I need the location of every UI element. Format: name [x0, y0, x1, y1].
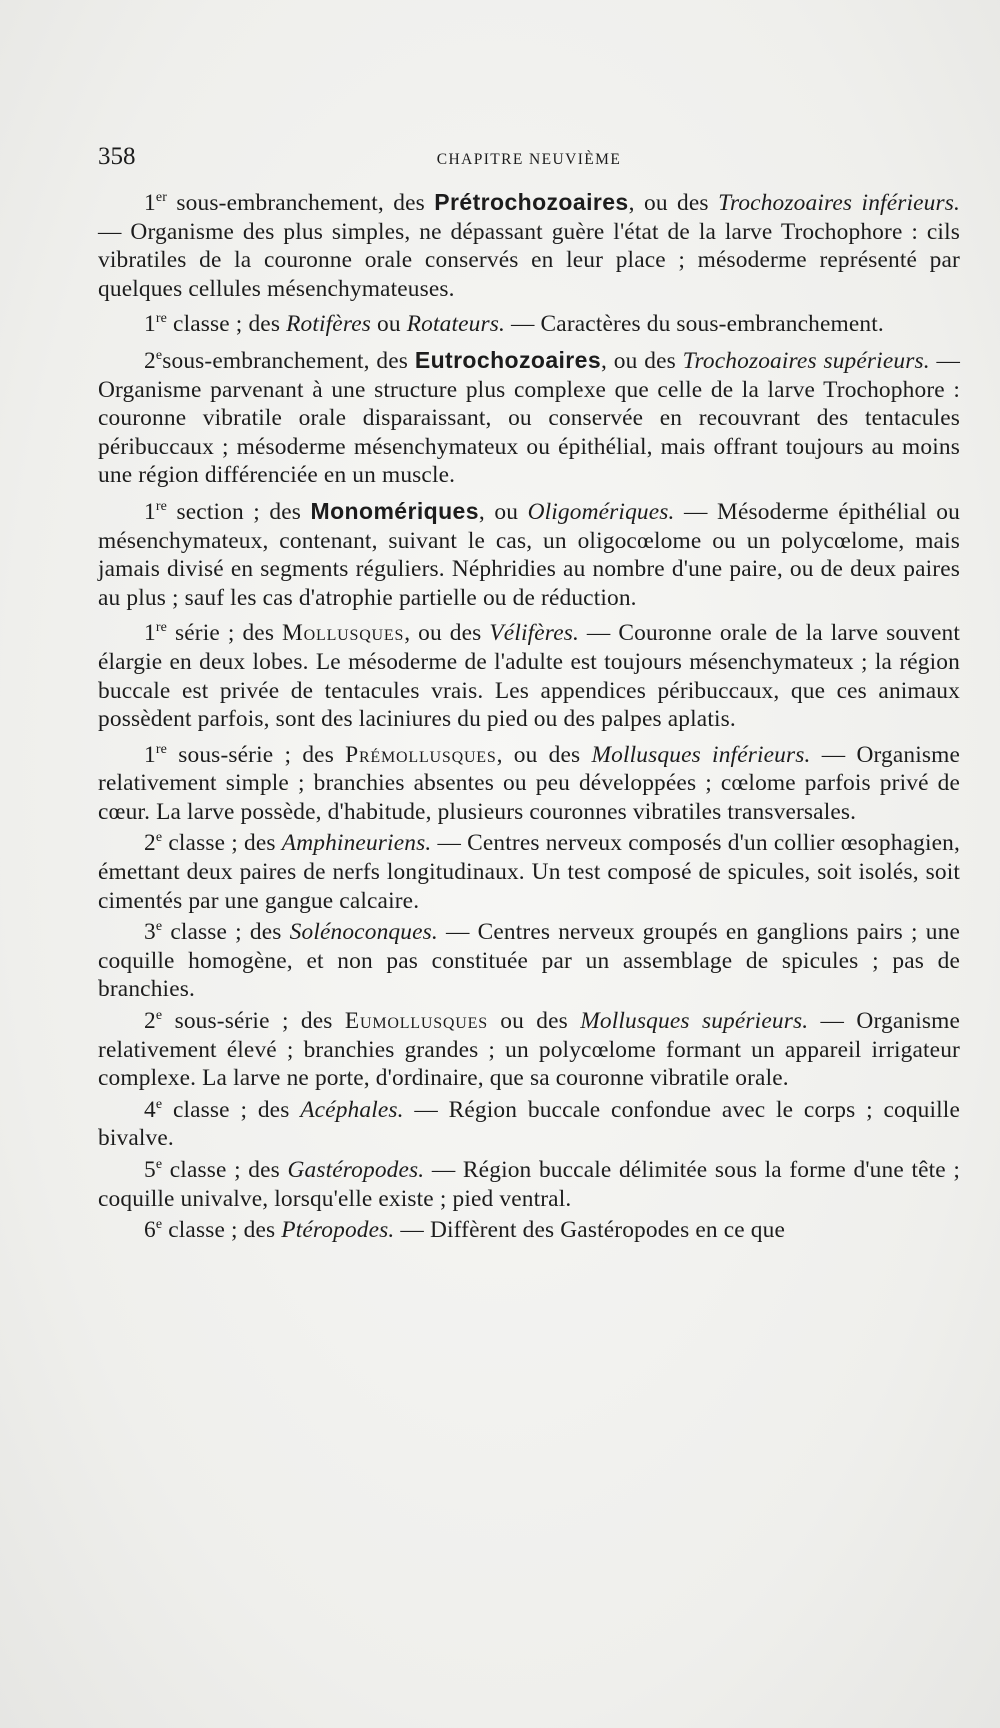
- text: série ; des: [167, 620, 283, 647]
- page-number: 358: [98, 143, 136, 170]
- description: — Centres nerveux composés d'un collier œsophagien, émettant deux paires de nerfs longitudinaux. Un test composé de spicules, soit isolés, soit cimentés par une gangue calcaire.: [98, 830, 960, 914]
- ordinal-number: 5: [144, 1157, 156, 1183]
- description: — Organisme des plus simples, ne dépassant guère l'état de la larve Trochophore : cils vibratiles de la couronne orale conservés en leur place ; mésoderme représenté par quelques cellules mésenchymateuses.: [98, 218, 960, 302]
- ordinal-suffix: re: [155, 741, 168, 757]
- taxon-name: Solénoconques.: [289, 919, 438, 946]
- ordinal-suffix: e: [155, 347, 163, 363]
- taxon-synonym: Trochozoaires supérieurs.: [682, 347, 930, 374]
- text: classe ; des: [167, 311, 287, 338]
- text: , ou des: [496, 741, 592, 768]
- taxon-synonym: Mollusques supérieurs.: [580, 1008, 809, 1035]
- ordinal-suffix: er: [155, 190, 168, 205]
- taxon-name: Gastéropodes.: [287, 1157, 425, 1183]
- text: classe ; des: [162, 1157, 288, 1183]
- paragraph-classe-3: [98, 918, 960, 1004]
- description: — Région buccale délimitée sous la forme d'une tête ; coquille univalve, lorsqu'elle existe ; pied ventral.: [98, 1157, 960, 1212]
- taxon-name: Amphineuriens.: [281, 830, 432, 857]
- paragraph-serie-1: [98, 619, 960, 733]
- ordinal-number: 1: [144, 741, 156, 768]
- text: , ou des: [404, 620, 490, 647]
- ordinal-number: 1: [144, 311, 156, 338]
- taxon-name: Mollusques: [282, 620, 405, 647]
- paragraph-classe-2: [98, 829, 960, 915]
- ordinal-number: 1: [144, 190, 156, 216]
- page-header: [98, 143, 960, 177]
- ordinal-number: 1: [144, 498, 156, 525]
- text: sous-embranchement, des: [167, 190, 435, 216]
- taxon-name: Acéphales.: [300, 1096, 404, 1123]
- text: section ; des: [167, 498, 311, 525]
- description: — Mésoderme épithélial ou mésenchymateux, contenant, suivant le cas, un oligocœlome ou un polycœlome, mais jamais divisé en segments réguliers. Néphridies au nombre d'une paire, ou de deux paires au plus ; sauf les cas d'atrophie partielle ou de réduction.: [98, 498, 961, 611]
- taxon-name: Eumollusques: [344, 1008, 488, 1035]
- ordinal-suffix: e: [155, 830, 163, 846]
- taxon-name: Ptéropodes.: [281, 1217, 395, 1244]
- description: — Organisme relativement simple ; branchies absentes ou peu développées ; cœlome parfois privé de cœur. La larve possède, d'habitude, plusieurs couronnes vibratiles transversales.: [98, 741, 961, 825]
- paragraph-sous-serie-2: [98, 1007, 960, 1093]
- ordinal-suffix: e: [155, 919, 163, 935]
- taxon-name: Eutrochozoaires: [414, 346, 602, 373]
- taxon-name: Prémollusques: [345, 741, 497, 768]
- text: , ou: [478, 498, 528, 525]
- text: sous-série ; des: [167, 741, 346, 768]
- taxon-synonym: Vélifères.: [489, 620, 579, 647]
- paragraph-sous-embranchement-1: [98, 188, 960, 303]
- ordinal-suffix: e: [155, 1008, 163, 1024]
- text: , ou des: [601, 347, 683, 374]
- ordinal-number: 2: [144, 347, 156, 374]
- description: — Caractères du sous-embranchement.: [505, 311, 884, 338]
- description: — Organisme parvenant à une structure plus complexe que celle de la larve Trochophore : couronne vibratile orale disparaissant, ou conservée en recouvrant des tentacules péribuccaux ; mésoderme mésenchymateux ou épithélial, mais offrant toujours au moins une région différenciée en un muscle.: [98, 347, 961, 489]
- description: — Organisme relativement élevé ; branchies grandes ; un polycœlome formant un appareil irrigateur complexe. La larve ne porte, d'ordinaire, que sa couronne vibratile orale.: [98, 1008, 960, 1092]
- description: — Centres nerveux groupés en ganglions pairs ; une coquille homogène, et non pas constituée par un assemblage de spicules ; pas de branchies.: [98, 919, 960, 1003]
- taxon-name: Rotifères: [286, 311, 372, 338]
- paragraph-section-1: [98, 497, 960, 612]
- ordinal-suffix: re: [155, 498, 168, 514]
- text: ou des: [487, 1008, 581, 1035]
- text: sous-embranchement, des: [162, 347, 415, 374]
- description: — Diffèrent des Gastéropodes en ce que: [394, 1217, 786, 1244]
- paragraph-classe-5: [98, 1156, 960, 1213]
- paragraph-sous-serie-1: [98, 741, 960, 827]
- description: — Couronne orale de la larve souvent élargie en deux lobes. Le mésoderme de l'adulte est toujours mésenchymateux ; la région buccale est privée de tentacules vrais. Les appendices péribuccaux, que ces animaux possèdent parfois, sont des laciniures du pied ou des palpes aplatis.: [98, 620, 960, 733]
- ordinal-number: 1: [144, 620, 156, 647]
- taxon-name: Prétrochozoaires: [434, 189, 629, 215]
- text: classe ; des: [162, 919, 290, 946]
- ordinal-suffix: re: [155, 620, 168, 636]
- text: classe ; des: [162, 830, 282, 857]
- ordinal-suffix: e: [155, 1217, 163, 1233]
- paragraph-classe-4: [98, 1096, 960, 1153]
- taxon-synonym: Rotateurs.: [406, 311, 506, 338]
- text: classe ; des: [162, 1217, 282, 1244]
- description: — Région buccale confondue avec le corps ; coquille bivalve.: [98, 1096, 960, 1152]
- text: , ou des: [628, 190, 719, 216]
- taxon-synonym: Mollusques inférieurs.: [591, 741, 811, 768]
- paragraph-sous-embranchement-2: [98, 346, 960, 490]
- ordinal-number: 3: [144, 919, 156, 946]
- ordinal-number: 6: [144, 1217, 156, 1244]
- ordinal-suffix: re: [155, 311, 168, 327]
- taxon-synonym: Trochozoaires inférieurs.: [718, 190, 961, 216]
- ordinal-number: 2: [144, 830, 156, 857]
- paragraph-classe-6: [98, 1216, 960, 1245]
- page-body: [98, 188, 960, 1248]
- ordinal-suffix: e: [155, 1096, 163, 1112]
- taxon-synonym: Oligomériques.: [527, 498, 675, 525]
- text: sous-série ; des: [162, 1008, 345, 1035]
- ordinal-number: 2: [144, 1008, 156, 1035]
- taxon-name: Monomériques: [310, 497, 479, 524]
- running-title: CHAPITRE NEUVIÈME: [436, 151, 622, 168]
- ordinal-suffix: e: [155, 1157, 163, 1172]
- text: ou: [371, 311, 407, 338]
- text: classe ; des: [162, 1096, 301, 1123]
- paragraph-classe-1: [98, 310, 960, 339]
- ordinal-number: 4: [144, 1096, 156, 1123]
